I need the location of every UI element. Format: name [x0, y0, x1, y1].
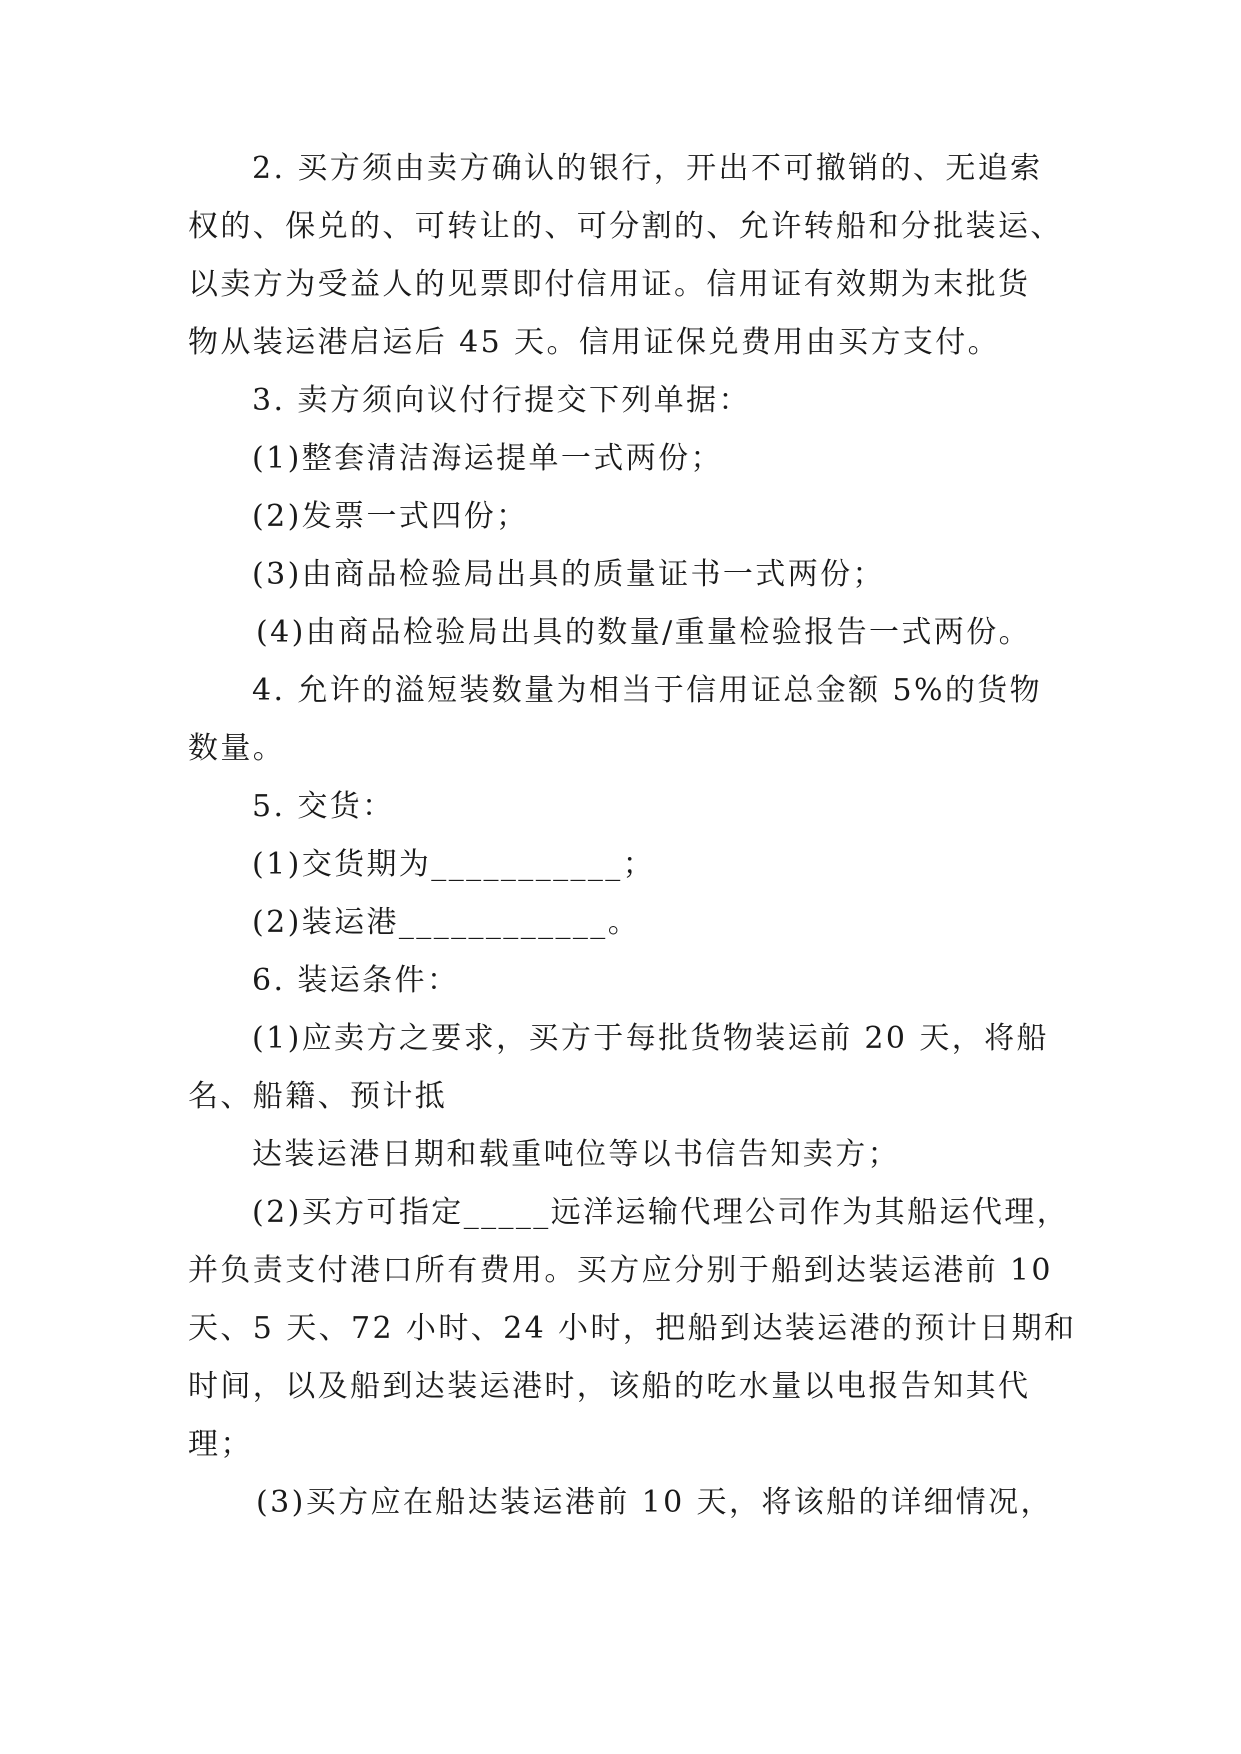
list-item-5-2: (2)装运港____________。	[252, 905, 641, 940]
paragraph-4-line-2: 数量。	[188, 731, 286, 766]
paragraph-2-line-1: 2. 买方须由卖方确认的银行，开出不可撤销的、无追索	[252, 151, 1043, 186]
list-item-6-1-line-1: (1)应卖方之要求，买方于每批货物装运前 20 天，将船	[252, 1021, 1049, 1056]
list-item-6-2-line-3: 天、5 天、72 小时、24 小时，把船到达装运港的预计日期和	[188, 1311, 1077, 1346]
paragraph-3-heading: 3. 卖方须向议付行提交下列单据：	[252, 383, 751, 418]
paragraph-5-heading: 5. 交货：	[252, 789, 395, 824]
paragraph-4-line-1: 4. 允许的溢短装数量为相当于信用证总金额 5%的货物	[252, 673, 1043, 708]
list-item-6-1-line-3: 达装运港日期和载重吨位等以书信告知卖方；	[252, 1137, 900, 1172]
list-item-3-2: (2)发票一式四份；	[252, 499, 529, 534]
paragraph-2-line-4: 物从装运港启运后 45 天。信用证保兑费用由买方支付。	[188, 325, 1001, 360]
paragraph-2-line-3: 以卖方为受益人的见票即付信用证。信用证有效期为末批货	[188, 267, 1031, 302]
paragraph-6-heading: 6. 装运条件：	[252, 963, 460, 998]
list-item-3-1: (1)整套清洁海运提单一式两份；	[252, 441, 723, 476]
list-item-5-1: (1)交货期为___________；	[252, 847, 656, 882]
list-item-3-4: (4)由商品检验局出具的数量/重量检验报告一式两份。	[256, 615, 1032, 650]
list-item-6-2-line-1: (2)买方可指定_____远洋运输代理公司作为其船运代理，	[252, 1195, 1070, 1230]
list-item-6-2-line-4: 时间，以及船到达装运港时，该船的吃水量以电报告知其代	[188, 1369, 1031, 1404]
list-item-6-2-line-2: 并负责支付港口所有费用。买方应分别于船到达装运港前 10	[188, 1253, 1053, 1288]
list-item-3-3: (3)由商品检验局出具的质量证书一式两份；	[252, 557, 885, 592]
list-item-6-1-line-2: 名、船籍、预计抵	[188, 1079, 448, 1114]
list-item-6-3-line-1: (3)买方应在船达装运港前 10 天，将该船的详细情况，	[256, 1485, 1053, 1520]
paragraph-2-line-2: 权的、保兑的、可转让的、可分割的、允许转船和分批装运、	[188, 209, 1063, 244]
list-item-6-2-line-5: 理；	[188, 1427, 253, 1462]
